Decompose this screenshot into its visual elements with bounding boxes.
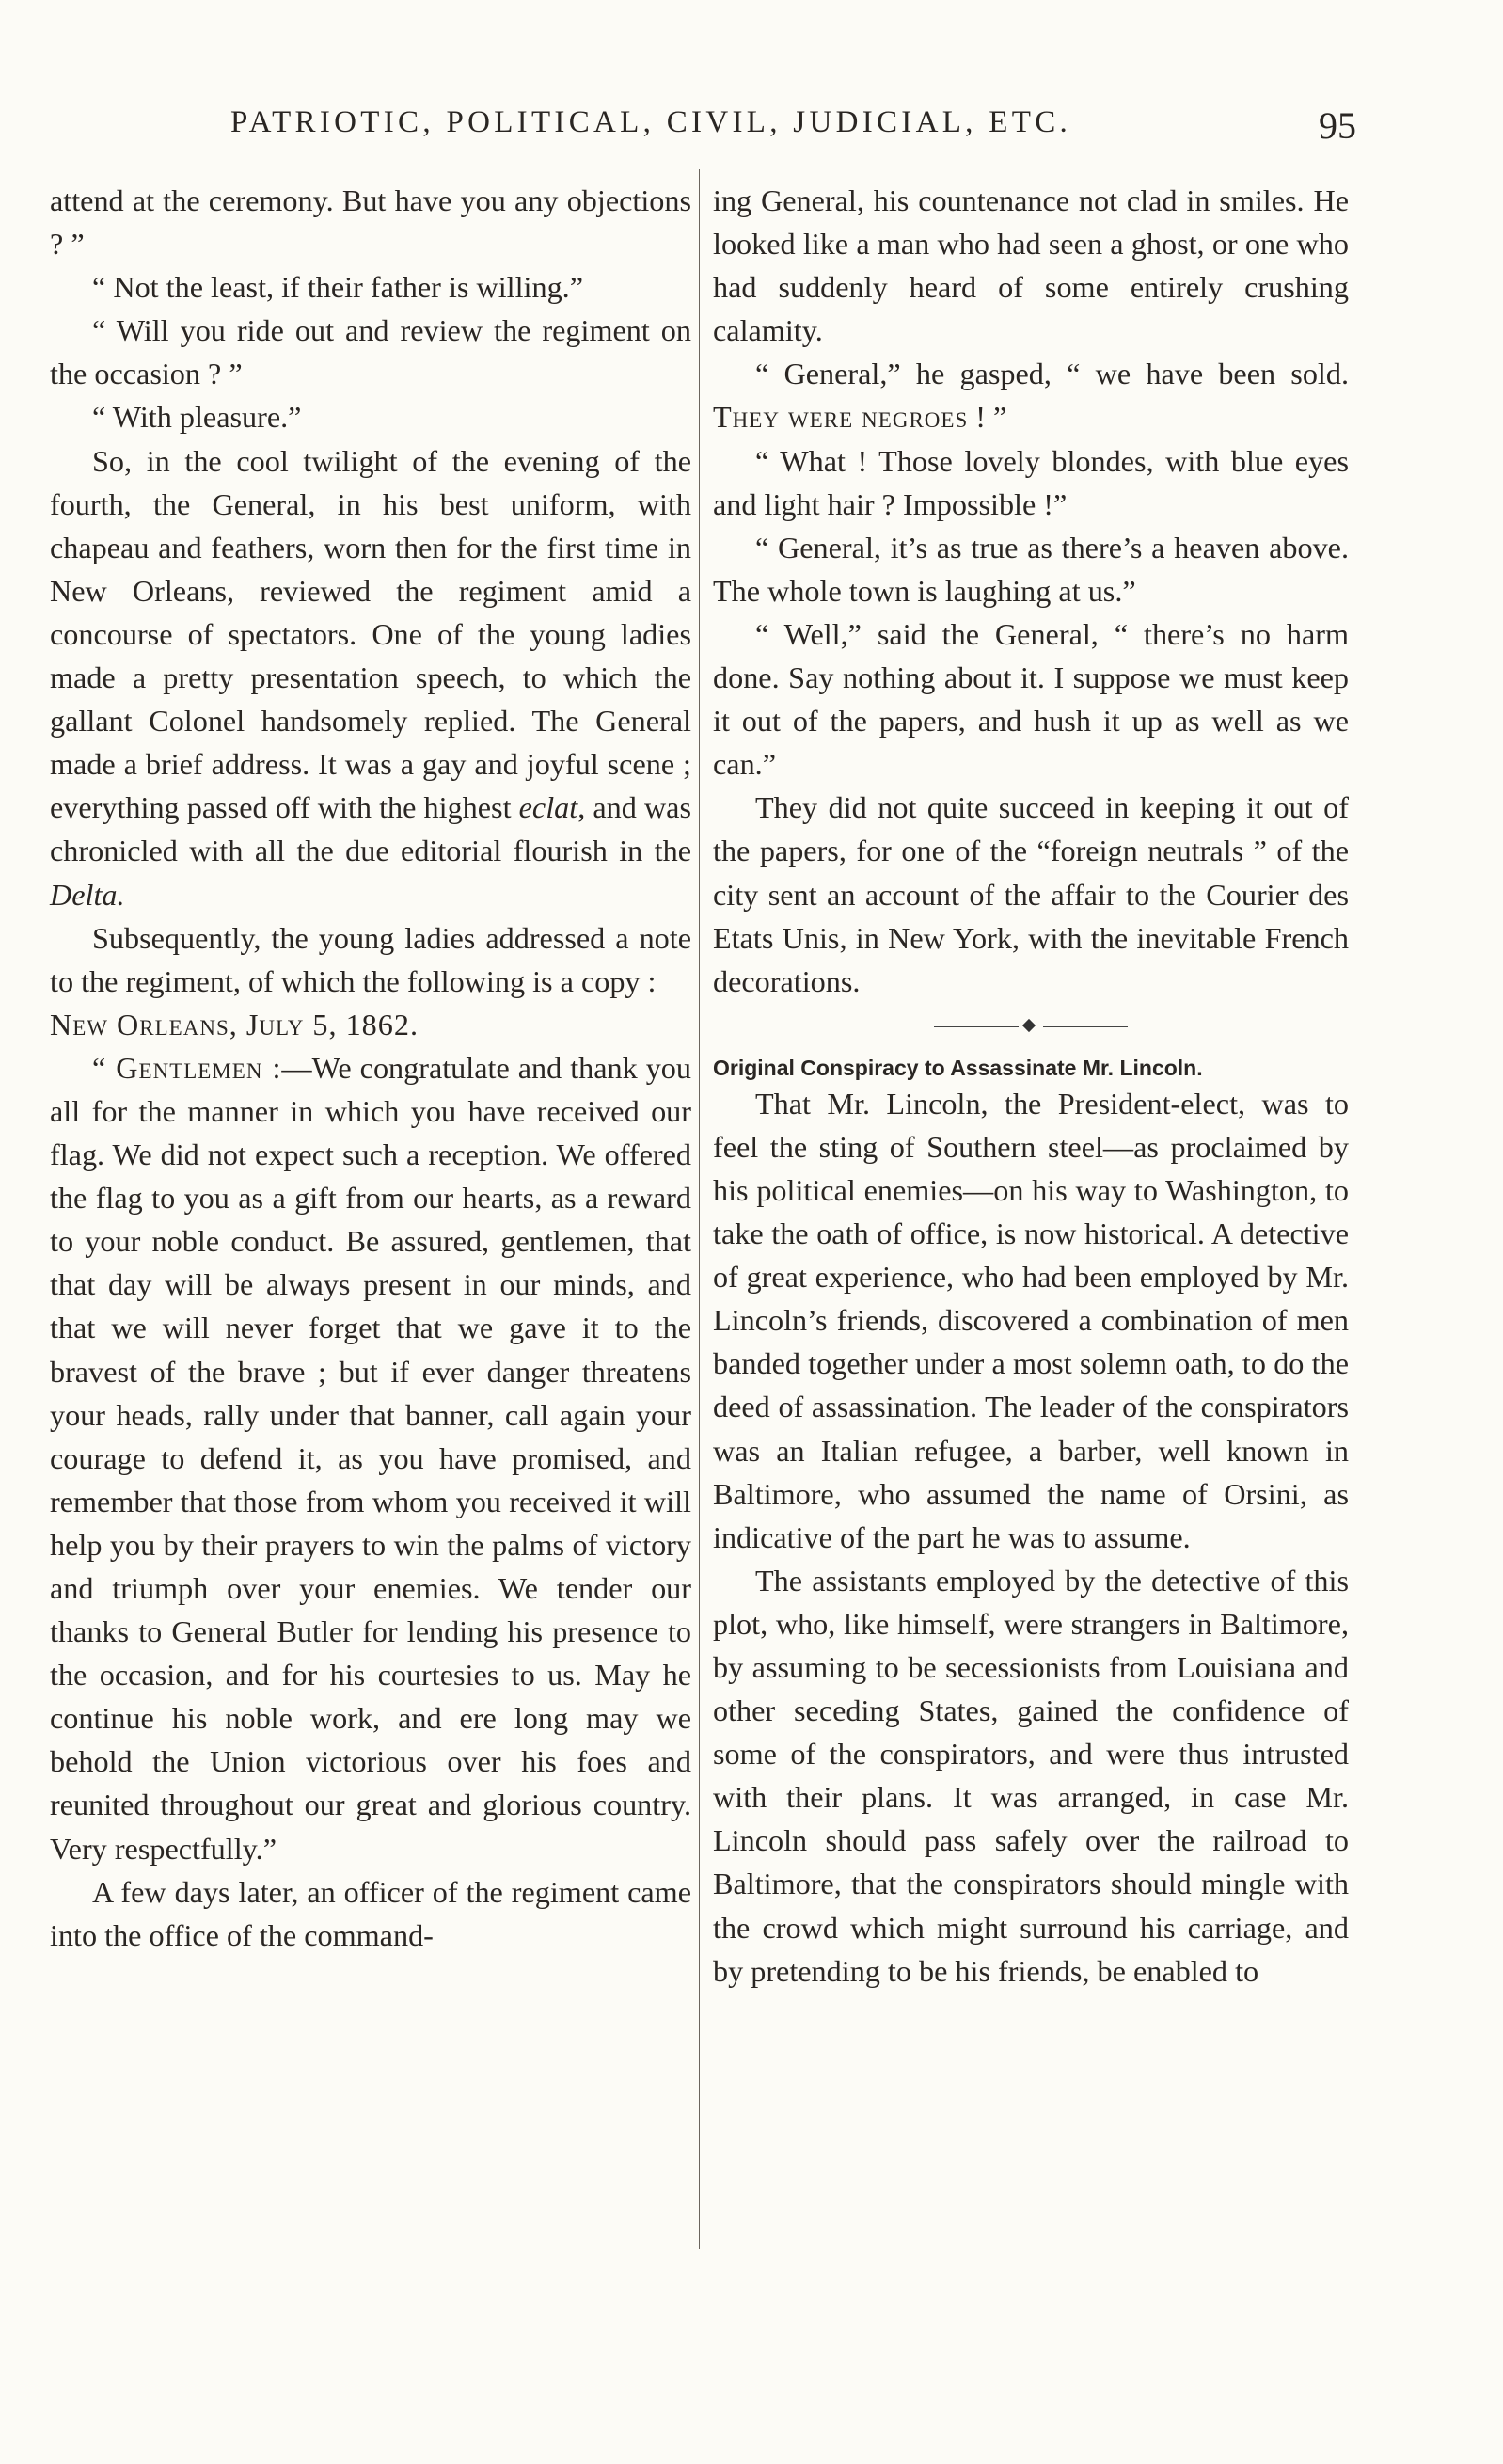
paragraph: They did not quite succeed in keeping it out of the papers, for one of the “foreign neutrals ” of the city sent an account of the affair to the Courier des Etats Unis, in New York, with the inevitable French decorations. bbox=[713, 790, 1349, 998]
paragraph bbox=[713, 352, 1349, 438]
page-header bbox=[0, 105, 1503, 152]
small-caps-phrase: They were negroes bbox=[713, 400, 969, 435]
text-run: , and was chronicled with all the due editorial flourish in the bbox=[50, 790, 691, 868]
column-divider bbox=[699, 169, 700, 2249]
paragraph: That Mr. Lincoln, the President-elect, was to feel the sting of Southern steel—as proclaimed by his political enemies—on his way to Washington, to take the oath of office, is now historical. A detective of great experience, who had been employed by Mr. Lincoln’s friends, discovered a combination of men banded together under a most solemn oath, to do the deed of assassination. The leader of the conspirators was an Italian refugee, a barber, well known in Baltimore, who assumed the name of Orsini, as indicative of the part he was to assume. bbox=[713, 1086, 1349, 1554]
paragraph: attend at the ceremony. But have you any objections ? ” bbox=[50, 183, 691, 262]
text-run: So, in the cool twilight of the evening of the fourth, the General, in his best uniform, with chapeau and feathers, worn then for the first time in New Orleans, reviewed the regiment amid a concourse of spectators. One of the young ladies made a pretty presentation speech, to which the gallant Colonel handsomely replied. The General made a brief address. It was a gay and joyful scene ; everything passed off with the highest bbox=[50, 443, 691, 825]
paragraph: The assistants employed by the detective of this plot, who, like himself, were strangers in Baltimore, by assuming to be secessionists from Louisiana and other seceding States, gained the confidence of some of the conspirators, and were thus intrusted with their plans. It was arranged, in case Mr. Lincoln should pass safely over the railroad to Baltimore, that the conspirators should mingle with the crowd which might surround his carriage, and by pretending to be his friends, be enabled to bbox=[713, 1563, 1349, 1988]
section-ornament bbox=[934, 1020, 1128, 1033]
italic-newspaper-name: Delta. bbox=[50, 877, 125, 912]
paragraph: “ What ! Those lovely blondes, with blue eyes and light hair ? Impossible !” bbox=[713, 443, 1349, 521]
ornament-rule-right bbox=[1043, 1026, 1128, 1027]
running-title: PATRIOTIC, POLITICAL, CIVIL, JUDICIAL, ETC. bbox=[230, 105, 1072, 139]
section-heading: Original Conspiracy to Assassinate Mr. Lincoln. bbox=[713, 1055, 1203, 1080]
letter-body bbox=[50, 1046, 691, 1870]
paragraph: Subsequently, the young ladies addressed a note to the regiment, of which the following is a copy : bbox=[50, 920, 691, 998]
text-run: —We congratulate and thank you all for the manner in which you have received our flag. We did not expect such a reception. We offered the flag to you as a gift from our hearts, as a reward to your noble conduct. Be assured, gentlemen, that that day will be always present in our minds, and that we will never forget that we gave it to the bravest of the brave ; but if ever danger threatens your heads, rally under that banner, call again your courage to defend it, as you have promised, and remember that those from whom you received it will help you by their prayers to win the palms of victory and triumph over your enemies. We tender our thanks to General Butler for lending his presence to the occasion, and for his courtesies to us. May he continue his noble work, and ere long may we behold the Union victorious over his foes and reunited throughout our great and glorious country. Very respectfully.” bbox=[50, 1050, 691, 1866]
page-number: 95 bbox=[1319, 104, 1356, 147]
right-column bbox=[713, 179, 1349, 1993]
letter-dateline: New Orleans, July 5, 1862. bbox=[50, 1007, 419, 1041]
paragraph: A few days later, an officer of the regiment came into the office of the command- bbox=[50, 1874, 691, 1952]
paragraph: “ General, it’s as true as there’s a heaven above. The whole town is laughing at us.” bbox=[713, 530, 1349, 608]
paragraph: “ Well,” said the General, “ there’s no harm done. Say nothing about it. I suppose we must keep it out of the papers, and hush it up as well as we can.” bbox=[713, 616, 1349, 782]
paragraph: “ Will you ride out and review the regiment on the occasion ? ” bbox=[50, 313, 691, 391]
letter-salutation: “ Gentlemen : bbox=[92, 1050, 282, 1085]
paragraph: “ With pleasure.” bbox=[92, 400, 302, 435]
paragraph: ing General, his countenance not clad in smiles. He looked like a man who had seen a ghost, or one who had suddenly heard of some entirely crushing calamity. bbox=[713, 183, 1349, 348]
left-column bbox=[50, 179, 691, 1957]
text-run: ! ” bbox=[968, 400, 1007, 435]
paragraph: “ Not the least, if their father is willing.” bbox=[92, 270, 583, 305]
text-run: “ General,” he gasped, “ we have been sold. bbox=[755, 357, 1349, 391]
italic-word: eclat bbox=[518, 790, 578, 825]
paragraph bbox=[50, 439, 691, 916]
ornament-rule-left bbox=[934, 1026, 1019, 1027]
diamond-icon bbox=[1022, 1019, 1036, 1032]
